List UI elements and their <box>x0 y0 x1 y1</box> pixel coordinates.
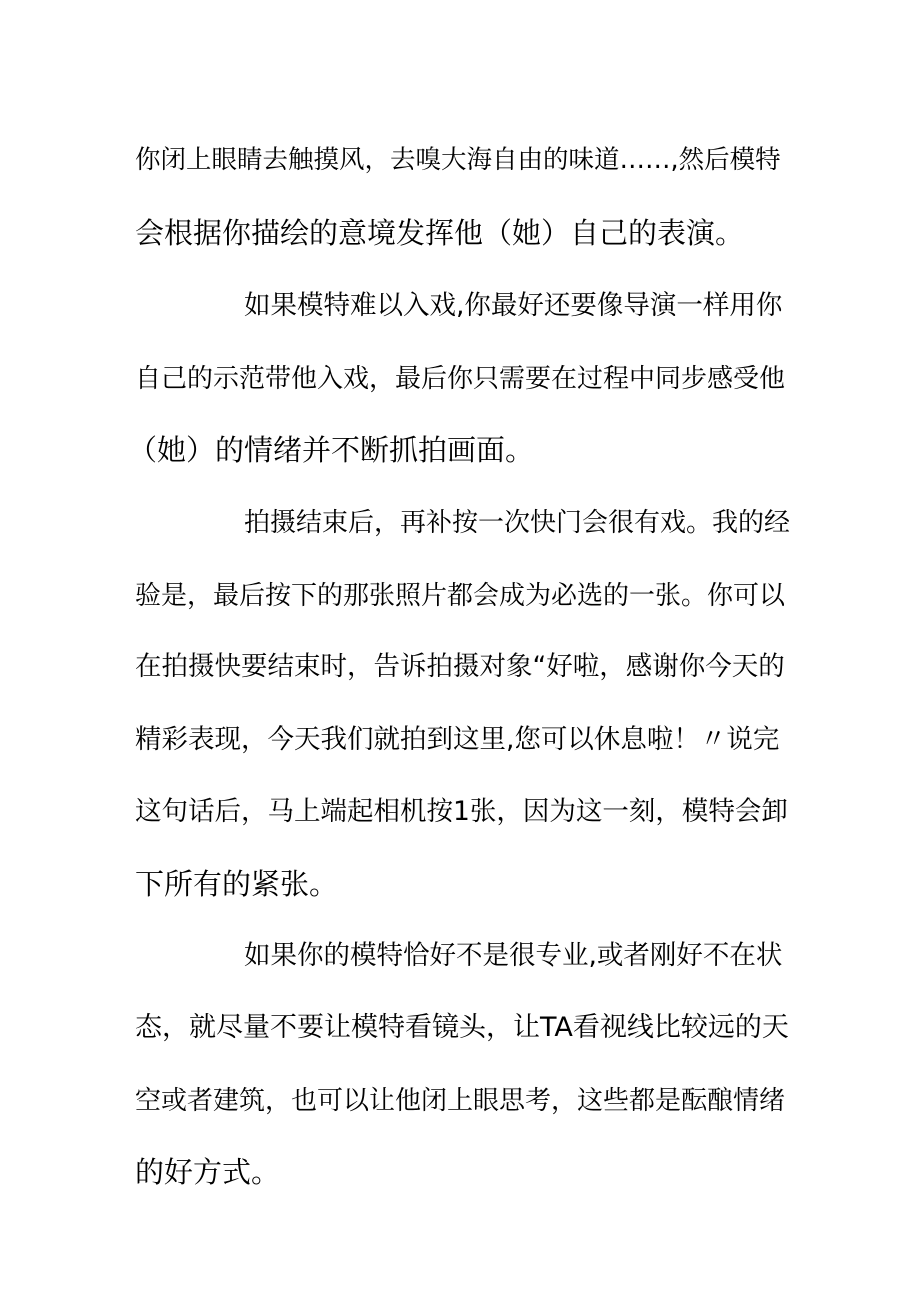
paragraph-3-line-2: 验是，最后按下的那张照片都会成为必选的一张。你可以 <box>135 581 786 611</box>
paragraph-2-line-2: 自己的示范带他入戏，最后你只需要在过程中同步感受他 <box>135 364 786 394</box>
paragraph-3-line-6: 下所有的紧张。 <box>135 867 339 901</box>
paragraph-4-line-4: 的好方式。 <box>135 1155 281 1189</box>
paragraph-1-line-2: 会根据你描绘的意境发挥他（她）自己的表演。 <box>135 216 745 250</box>
paragraph-4-line-1: 如果你的模特恰好不是很专业,或者刚好不在状 <box>244 940 783 971</box>
paragraph-2-line-1: 如果模特难以入戏,你最好还要像导演一样用你 <box>244 290 783 321</box>
paragraph-3-line-4: 精彩表现，今天我们就拍到这里,您可以休息啦！〃说完 <box>135 724 780 755</box>
paragraph-2-line-3: （她）的情绪并不断抓拍画面。 <box>128 433 535 467</box>
paragraph-3-line-1: 拍摄结束后，再补按一次快门会很有戏。我的经 <box>244 508 791 538</box>
paragraph-3-line-5: 这句话后，马上端起相机按1张，因为这一刻，模特会卸 <box>135 796 788 827</box>
paragraph-1-line-1: 你闭上眼睛去触摸风，去嗅大海自由的味道……,然后模特 <box>135 145 781 175</box>
paragraph-3-line-3: 在拍摄快要结束时，告诉拍摄对象“好啦，感谢你今天的 <box>135 651 785 682</box>
paragraph-4-line-2: 态，就尽量不要让模特看镜头，让TA看视线比较远的天 <box>135 1012 789 1043</box>
paragraph-4-line-3: 空或者建筑，也可以让他闭上眼思考，这些都是酝酿情绪 <box>135 1086 786 1116</box>
